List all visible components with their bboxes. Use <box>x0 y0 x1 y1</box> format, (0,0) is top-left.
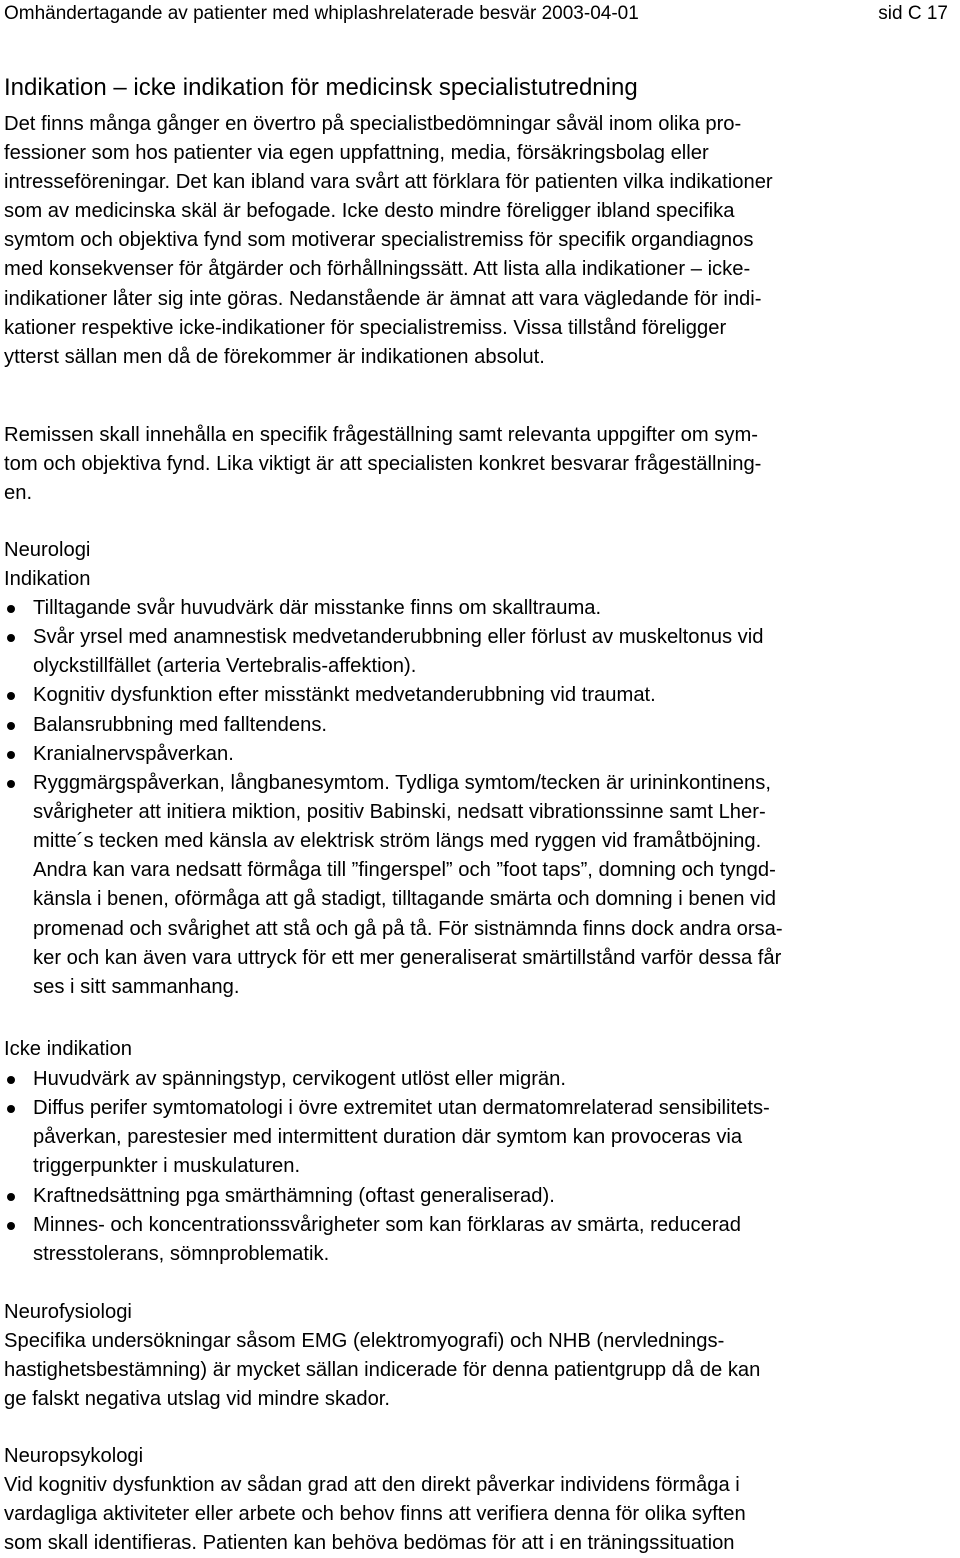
list-item: Kognitiv dysfunktion efter misstänkt medvetanderubbning vid traumat. <box>4 681 956 710</box>
section-title: Indikation – icke indikation för medicinsk specialistutredning <box>4 74 638 101</box>
list-item: Huvudvärk av spänningstyp, cervikogent utlöst eller migrän. <box>4 1065 956 1094</box>
bullet-icon <box>7 605 15 613</box>
bullet-icon <box>7 1076 15 1084</box>
neurologi-heading: Neurologi <box>4 539 91 561</box>
neuropsykologi-paragraph: Vid kognitiv dysfunktion av sådan grad att den direkt påverkar individens förmåga i vardagliga aktiviteter eller arbete och behov finns att verifiera denna för olika syften som skall identifieras. Patienten kan behöva bedömas för att i en träningssituation <box>4 1474 746 1555</box>
icke-indikation-subheading: Icke indikation <box>4 1038 132 1060</box>
list-item: Svår yrsel med anamnestisk medvetanderubbning eller förlust av muskeltonus vid olyckstillfället (arteria Vertebralis-affektion). <box>4 623 956 681</box>
bullet-icon <box>7 634 15 642</box>
list-item: Kraftnedsättning pga smärthämning (oftast generaliserad). <box>4 1182 956 1211</box>
bullet-icon <box>7 751 15 759</box>
intro-paragraph: Det finns många gånger en övertro på specialistbedömningar såväl inom olika pro- fessioner som hos patienter via egen uppfattning, media, försäkringsbolag eller intresseföreningar. Det kan ibland vara svårt att förklara för patienten vilka indikationer som av medicinska skäl är befogade. Icke desto mindre föreligger ibland specifika symtom och objektiva fynd som motiverar specialistremiss för specifik organdiagnos med konsekvenser för åtgärder och förhållningssätt. Att lista alla indikationer – icke- indikationer låter sig inte göras. Nedanstående är ämnat att vara vägledande för indi- kationer respektive icke-indikationer för specialistremiss. Vissa tillstånd föreligger ytterst sällan men då de förekommer är indikationen absolut. <box>4 113 773 368</box>
list-item: Kranialnervspåverkan. <box>4 740 956 769</box>
list-item: Ryggmärgspåverkan, långbanesymtom. Tydliga symtom/tecken är urininkontinens, svårigheter att initiera miktion, positiv Babinski, nedsatt vibrationssinne samt Lher- mitte´s tecken med känsla av elektrisk ström längs med ryggen vid framåtböjning. Andra kan vara nedsatt förmåga till ”fingerspel” och ”foot taps”, domning och tyngd- känsla i benen, oförmåga att gå stadigt, tilltagande smärta och domning i benen vid promenad och svårighet att stå och gå på tå. För sistnämnda finns dock andra orsa- ker och kan även vara uttryck för ett mer generaliserat smärtillstånd varför dessa får ses i sitt sammanhang. <box>4 769 956 1002</box>
list-item: Balansrubbning med falltendens. <box>4 711 956 740</box>
list-item: Tilltagande svår huvudvärk där misstanke finns om skalltrauma. <box>4 594 956 623</box>
bullet-icon <box>7 692 15 700</box>
page-number: sid C 17 <box>878 3 948 24</box>
neurofysiologi-heading: Neurofysiologi <box>4 1301 132 1323</box>
indikation-list <box>4 594 956 1002</box>
indikation-subheading: Indikation <box>4 568 91 590</box>
bullet-icon <box>7 1222 15 1230</box>
icke-indikation-list <box>4 1065 956 1269</box>
remiss-paragraph: Remissen skall innehålla en specifik frågeställning samt relevanta uppgifter om sym- tom och objektiva fynd. Lika viktigt är att specialisten konkret besvarar frågeställning- en. <box>4 424 762 505</box>
bullet-icon <box>7 722 15 730</box>
header-title: Omhändertagande av patienter med whiplashrelaterade besvär 2003-04-01 <box>4 3 639 24</box>
neuropsykologi-heading: Neuropsykologi <box>4 1445 144 1467</box>
neurofysiologi-paragraph: Specifika undersökningar såsom EMG (elektromyografi) och NHB (nervlednings- hastighetsbestämning) är mycket sällan indicerade för denna patientgrupp då de kan ge falskt negativa utslag vid mindre skador. <box>4 1330 761 1411</box>
list-item: Minnes- och koncentrationssvårigheter som kan förklaras av smärta, reducerad stresstolerans, sömnproblematik. <box>4 1211 956 1269</box>
list-item: Diffus perifer symtomatologi i övre extremitet utan dermatomrelaterad sensibilitets- påverkan, parestesier med intermittent duration där symtom kan provoceras via triggerpunkter i muskulaturen. <box>4 1094 956 1181</box>
bullet-icon <box>7 780 15 788</box>
running-header <box>4 2 948 26</box>
bullet-icon <box>7 1193 15 1201</box>
bullet-icon <box>7 1105 15 1113</box>
